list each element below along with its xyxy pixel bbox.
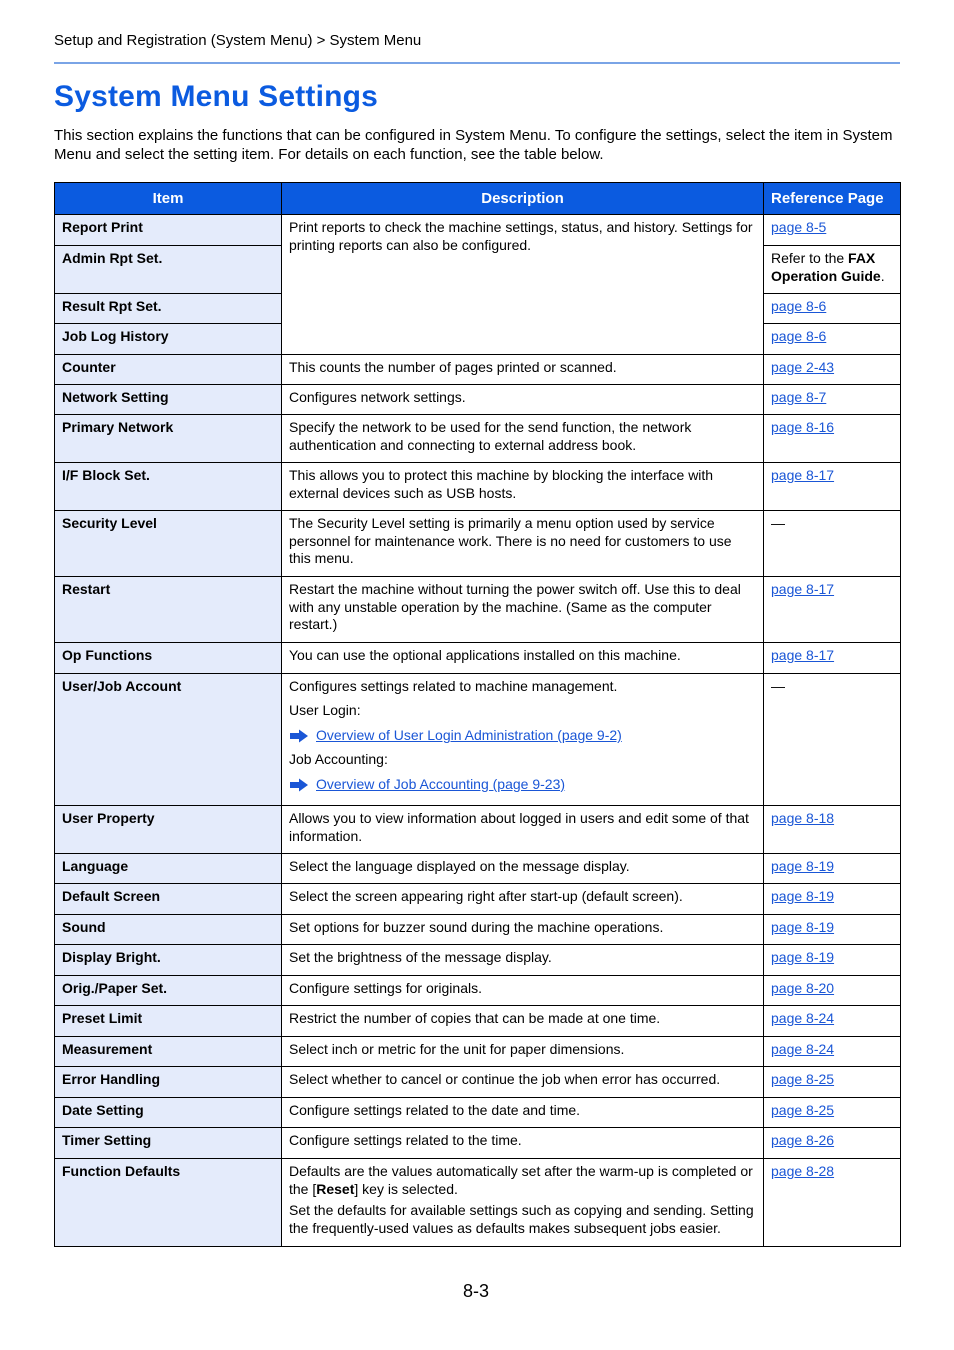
reference-link[interactable]: page 8-20 [771, 980, 835, 996]
job-accounting-label: Job Accounting: [289, 750, 388, 767]
reference-cell [764, 215, 901, 246]
item-cell: Error Handling [55, 1067, 282, 1098]
description-cell: Select the language displayed on the message display. [282, 854, 764, 884]
reference-cell [764, 945, 901, 976]
description-cell [282, 1159, 764, 1247]
item-cell: Op Functions [55, 643, 282, 674]
reference-cell [764, 1159, 901, 1247]
table-row [55, 1067, 901, 1098]
fax-bold-text: FAX [848, 250, 876, 266]
description-cell: This allows you to protect this machine by blocking the interface with external devices such as USB hosts. [282, 463, 764, 511]
arrow-right-icon [289, 778, 309, 792]
description-cell: Allows you to view information about logged in users and edit some of that information. [282, 806, 764, 854]
reference-cell: Refer to the FAX Operation Guide. [764, 246, 901, 294]
reference-link[interactable]: page 8-17 [771, 467, 835, 483]
description-cell: This counts the number of pages printed or scanned. [282, 355, 764, 385]
reference-cell [764, 884, 901, 915]
item-cell: Orig./Paper Set. [55, 976, 282, 1006]
table-row [55, 1037, 901, 1067]
header-item: Item [55, 183, 282, 215]
header-reference-page: Reference Page [764, 183, 901, 215]
function-defaults-desc-2: Set the defaults for available settings such as copying and sending. Setting the frequently-used values as defaults makes subsequent jobs easier. [289, 1202, 754, 1236]
item-cell: Job Log History [55, 324, 282, 355]
table-row [55, 385, 901, 415]
item-cell: Counter [55, 355, 282, 385]
item-cell: Network Setting [55, 385, 282, 415]
table-row [55, 854, 901, 884]
description-cell: Print reports to check the machine settings, status, and history. Settings for printing reports can also be configured. [282, 215, 764, 355]
reference-cell [764, 324, 901, 355]
table-row [55, 577, 901, 643]
description-cell: Specify the network to be used for the send function, the network authentication and connecting to external address book. [282, 415, 764, 463]
user-job-intro: Configures settings related to machine management. [289, 678, 618, 694]
reference-link[interactable]: page 8-19 [771, 888, 835, 904]
description-cell: Configure settings related to the date and time. [282, 1098, 764, 1128]
reference-cell [764, 1098, 901, 1128]
item-cell: Result Rpt Set. [55, 294, 282, 324]
reference-link[interactable]: page 8-7 [771, 389, 827, 405]
intro-paragraph: This section explains the functions that can be configured in System Menu. To configure the settings, select the item in System Menu and select the setting item. For details on each function, see the table below. [54, 127, 893, 163]
item-cell: User/Job Account [55, 674, 282, 806]
user-login-admin-link[interactable]: Overview of User Login Administration (page 9-2) [316, 727, 622, 743]
settings-table [54, 182, 901, 1247]
description-cell: Select inch or metric for the unit for paper dimensions. [282, 1037, 764, 1067]
reference-cell [764, 294, 901, 324]
user-login-reference [289, 727, 756, 745]
reference-link[interactable]: page 8-26 [771, 1132, 835, 1148]
reference-link[interactable]: page 8-19 [771, 949, 835, 965]
item-cell: Primary Network [55, 415, 282, 463]
reference-link[interactable]: page 8-24 [771, 1041, 835, 1057]
item-cell: Default Screen [55, 884, 282, 915]
item-cell: Report Print [55, 215, 282, 246]
header-description: Description [282, 183, 764, 215]
reference-cell [764, 854, 901, 884]
description-cell: Configure settings for originals. [282, 976, 764, 1006]
table-row [55, 643, 901, 674]
table-header-row [55, 183, 901, 215]
item-cell: Date Setting [55, 1098, 282, 1128]
table-row [55, 1098, 901, 1128]
table-row [55, 1159, 901, 1247]
reference-link[interactable]: page 8-25 [771, 1102, 835, 1118]
table-row [55, 463, 901, 511]
description-cell: Select the screen appearing right after start-up (default screen). [282, 884, 764, 915]
table-row [55, 511, 901, 577]
reference-cell [764, 976, 901, 1006]
reference-cell [764, 415, 901, 463]
table-row [55, 1128, 901, 1159]
description-cell: Restrict the number of copies that can be made at one time. [282, 1006, 764, 1037]
reference-cell [764, 355, 901, 385]
reference-link[interactable]: page 8-16 [771, 419, 835, 435]
item-cell: I/F Block Set. [55, 463, 282, 511]
reference-link[interactable]: page 8-28 [771, 1163, 835, 1179]
operation-guide-bold-text: Operation Guide [771, 267, 881, 284]
function-defaults-desc-1: Defaults are the values automatically set after the warm-up is completed or the [Reset] key is selected. [289, 1163, 753, 1197]
table-row [55, 1006, 901, 1037]
reference-link[interactable]: page 8-5 [771, 219, 827, 235]
item-cell: Timer Setting [55, 1128, 282, 1159]
reference-cell: — [764, 674, 901, 806]
item-cell: Restart [55, 577, 282, 643]
reference-cell [764, 577, 901, 643]
page-number: 8-3 [463, 1281, 490, 1301]
description-cell: Configures network settings. [282, 385, 764, 415]
description-cell: Set options for buzzer sound during the machine operations. [282, 915, 764, 945]
description-cell: Configure settings related to the time. [282, 1128, 764, 1159]
item-cell: User Property [55, 806, 282, 854]
table-row [55, 915, 901, 945]
reference-cell [764, 1067, 901, 1098]
user-login-label: User Login: [289, 701, 361, 718]
table-row [55, 215, 901, 246]
table-row [55, 415, 901, 463]
reference-link[interactable]: page 8-18 [771, 810, 835, 826]
description-cell: The Security Level setting is primarily a menu option used by service personnel for maintenance work. There is no need for customers to use this menu. [282, 511, 764, 577]
reference-link[interactable]: page 8-6 [771, 328, 827, 344]
table-row [55, 884, 901, 915]
reference-link[interactable]: page 8-19 [771, 919, 835, 935]
reference-cell [764, 1006, 901, 1037]
reference-link[interactable]: page 2-43 [771, 359, 835, 375]
header-divider [54, 62, 900, 64]
reference-cell [764, 1128, 901, 1159]
job-accounting-reference [289, 776, 756, 794]
item-cell: Sound [55, 915, 282, 945]
description-cell: Select whether to cancel or continue the job when error has occurred. [282, 1067, 764, 1098]
reference-cell [764, 643, 901, 674]
table-row [55, 945, 901, 976]
reference-cell: — [764, 511, 901, 577]
breadcrumb: Setup and Registration (System Menu) > System Menu [54, 32, 422, 49]
reference-cell [764, 806, 901, 854]
item-cell: Preset Limit [55, 1006, 282, 1037]
item-cell: Measurement [55, 1037, 282, 1067]
item-cell: Function Defaults [55, 1159, 282, 1247]
arrow-right-icon [289, 729, 309, 743]
item-cell: Display Bright. [55, 945, 282, 976]
table-row [55, 674, 901, 806]
description-cell: You can use the optional applications installed on this machine. [282, 643, 764, 674]
table-row [55, 806, 901, 854]
reference-link[interactable]: page 8-25 [771, 1071, 835, 1087]
page-title: System Menu Settings [54, 80, 379, 113]
description-cell: Set the brightness of the message display. [282, 945, 764, 976]
reference-cell [764, 1037, 901, 1067]
job-accounting-link[interactable]: Overview of Job Accounting (page 9-23) [316, 776, 566, 792]
reference-link[interactable]: page 8-17 [771, 647, 835, 663]
reference-link[interactable]: page 8-24 [771, 1010, 835, 1026]
item-cell: Admin Rpt Set. [55, 246, 282, 294]
reference-link[interactable]: page 8-19 [771, 858, 835, 874]
description-cell [282, 674, 764, 806]
item-cell: Security Level [55, 511, 282, 577]
reference-cell [764, 915, 901, 945]
item-cell: Language [55, 854, 282, 884]
table-row [55, 355, 901, 385]
description-cell: Restart the machine without turning the power switch off. Use this to deal with any unstable operation by the machine. (Same as the computer restart.) [282, 577, 764, 643]
reference-link[interactable]: page 8-6 [771, 298, 827, 314]
reference-cell [764, 385, 901, 415]
table-row [55, 976, 901, 1006]
reference-cell [764, 463, 901, 511]
reset-key-label: Reset [316, 1180, 355, 1197]
reference-link[interactable]: page 8-17 [771, 581, 835, 597]
